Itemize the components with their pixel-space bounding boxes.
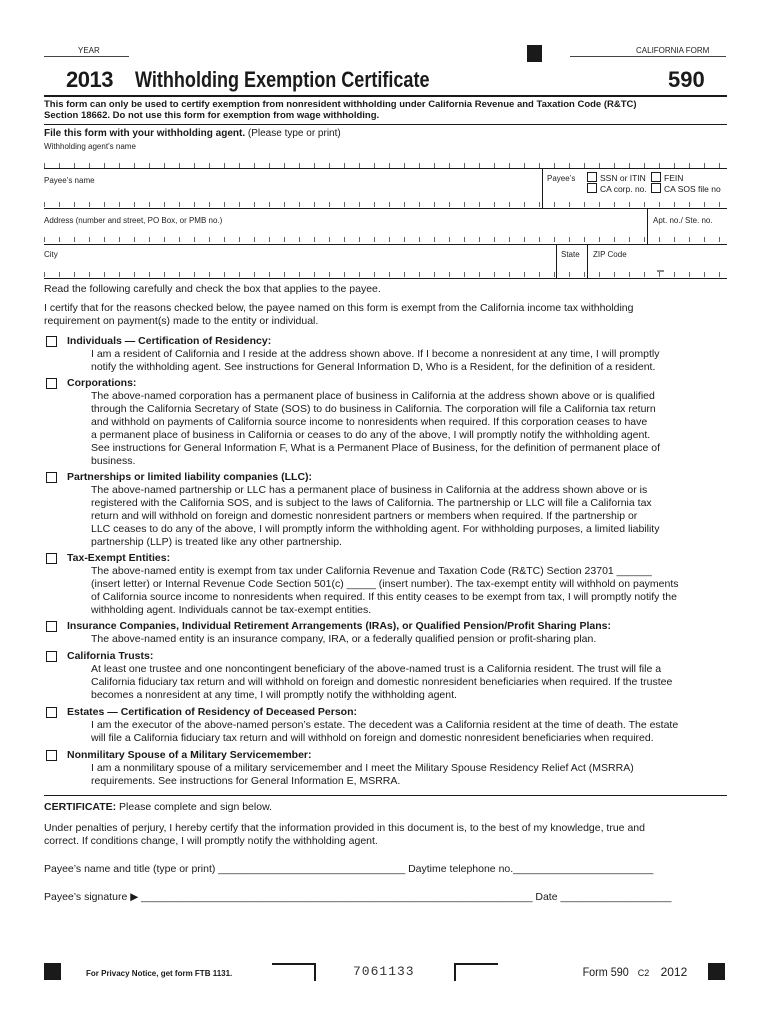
military-spouse-line: requirements. See instructions for General Information E, MSRRA. (91, 775, 401, 787)
city-input[interactable] (44, 272, 727, 277)
footer-c2: C2 (637, 968, 650, 978)
file-instruction-normal: (Please type or print) (245, 128, 341, 139)
ca-corp-option[interactable] (587, 183, 647, 195)
tax-exempt-line: of California source income to nonresidents when required. If this entity ceases to be exempt from tax, I will promptly notify the (91, 591, 677, 603)
ca-sos-label: CA SOS file no (664, 184, 721, 194)
corporations-line: business. (91, 455, 136, 467)
insurance-checkbox[interactable] (46, 621, 57, 632)
trusts-heading: California Trusts: (67, 650, 154, 662)
intro-rule (44, 124, 727, 125)
estates-checkbox[interactable] (46, 707, 57, 718)
insurance-line: The above-named entity is an insurance company, IRA, or a federally qualified pension or profit-sharing plan. (91, 633, 597, 645)
registration-mark-top (527, 45, 542, 62)
insurance-heading: Insurance Companies, Individual Retirement Arrangements (IRAs), or Qualified Pension/Profit Sharing Plans: (67, 620, 611, 632)
corporations-checkbox[interactable] (46, 378, 57, 389)
footer-form-id (580, 965, 687, 979)
zip-label: ZIP Code (593, 250, 627, 259)
trusts-line: California fiduciary tax return and will withhold on foreign and domestic nonresident beneficiaries when required. If the trustee (91, 676, 673, 688)
corporations-line: The above-named corporation has a permanent place of business in California at the address shown above or is qualified (91, 390, 655, 402)
year-label: YEAR (78, 46, 100, 55)
ca-sos-option[interactable] (651, 183, 721, 195)
form-number: 590 (668, 67, 705, 92)
payee-name-input[interactable] (44, 202, 727, 207)
corporations-line: See instructions for General Information F, What is a Permanent Place of Business, for the definition of permanent place of (91, 442, 661, 454)
corporations-line: a permanent place of business in California or ceases to do any of the above, I will promptly notify the withholding agent. (91, 429, 651, 441)
tax-exempt-line: The above-named entity is exempt from tax under California Revenue and Taxation Code (R&TC) Section 23701 ______ (91, 565, 652, 577)
partnerships-line: partnership (LLP) is treated like any other partnership. (91, 536, 342, 548)
military-spouse-checkbox[interactable] (46, 750, 57, 761)
certify-line-2: requirement on payment(s) made to the entity or individual. (44, 315, 319, 327)
fein-checkbox[interactable] (651, 172, 661, 182)
privacy-notice: For Privacy Notice, get form FTB 1131. (86, 969, 233, 978)
corporations-heading: Corporations: (67, 377, 137, 389)
corporations-line: through the California Secretary of State (SOS) to do business in California. The corporation will file a California tax return (91, 403, 656, 415)
year-underline (44, 56, 129, 57)
certificate-rule (44, 795, 727, 796)
payee-name-label: Payee’s name (44, 176, 95, 185)
payees-id-label: Payee’s (547, 174, 576, 183)
ca-corp-checkbox[interactable] (587, 183, 597, 193)
certificate-heading (44, 801, 272, 814)
perjury-line-2: correct. If conditions change, I will promptly notify the withholding agent. (44, 835, 378, 847)
individuals-line: notify the withholding agent. See instructions for General Information D, Who is a Resident, for the definition of a resident. (91, 361, 656, 373)
certificate-heading-normal: Please complete and sign below. (116, 801, 272, 813)
corporations-line: and withhold on payments of California source income to nonresidents when required. If this corporation ceases to have (91, 416, 648, 428)
partnerships-checkbox[interactable] (46, 472, 57, 483)
ca-sos-checkbox[interactable] (651, 183, 661, 193)
tax-exempt-line: withholding agent. Individuals cannot be tax-exempt entities. (91, 604, 372, 616)
form-label-underline (570, 56, 726, 57)
scan-corner-left (272, 963, 316, 981)
ca-corp-label: CA corp. no. (600, 184, 647, 194)
partnerships-line: registered with the California SOS, and is subject to the laws of California. The partnership or LLC will file a California tax (91, 497, 652, 509)
registration-mark-bottom-left (44, 963, 61, 980)
scan-corner-right (454, 963, 498, 981)
estates-line: will file a California fiduciary tax return and will withhold on foreign and domestic nonresident beneficiaries when required. (91, 732, 654, 744)
intro-line-2: Section 18662. Do not use this form for exemption from wage withholding. (44, 110, 380, 121)
tax-exempt-checkbox[interactable] (46, 553, 57, 564)
individuals-checkbox[interactable] (46, 336, 57, 347)
payee-signature-field[interactable]: Payee’s signature ▶ ___________________________________________________________________ Date ___________________ (44, 891, 672, 903)
file-instruction-bold: File this form with your withholding agent. (44, 128, 246, 139)
form-title: Withholding Exemption Certificate (135, 67, 430, 92)
trusts-checkbox[interactable] (46, 651, 57, 662)
payee-name-title-field[interactable]: Payee’s name and title (type or print) ________________________________ Daytime telephone no.________________________ (44, 863, 654, 875)
read-instruction: Read the following carefully and check the box that applies to the payee. (44, 283, 381, 295)
apt-label: Apt. no./ Ste. no. (653, 216, 713, 225)
individuals-heading: Individuals — Certification of Residency: (67, 335, 272, 347)
certify-line-1: I certify that for the reasons checked below, the payee named on this form is exempt from the California income tax withholding (44, 302, 634, 314)
city-rule (44, 278, 727, 279)
tax-exempt-line: (insert letter) or Internal Revenue Code Section 501(c) _____ (insert number). The tax-exempt entity will withhold on payments (91, 578, 679, 590)
ssn-itin-checkbox[interactable] (587, 172, 597, 182)
partnerships-line: The above-named partnership or LLC has a permanent place of business in California at the address shown above or is (91, 484, 648, 496)
perjury-line-1: Under penalties of perjury, I hereby certify that the information provided in this document is, to the best of my knowledge, true and (44, 822, 645, 834)
state-label: State (561, 250, 580, 259)
address-rule (44, 244, 727, 245)
estates-heading: Estates — Certification of Residency of Deceased Person: (67, 706, 358, 718)
military-spouse-heading: Nonmilitary Spouse of a Military Servicemember: (67, 749, 312, 761)
tax-year: 2013 (66, 67, 113, 92)
tax-exempt-heading: Tax-Exempt Entities: (67, 552, 171, 564)
registration-mark-bottom-right (708, 963, 725, 980)
individuals-line: I am a resident of California and I reside at the address shown above. If I become a nonresident at any time, I will promptly (91, 348, 660, 360)
intro-line-1: This form can only be used to certify exemption from nonresident withholding under California Revenue and Taxation Code (R&TC) (44, 99, 637, 110)
estates-line: I am the executor of the above-named person’s estate. The decedent was a California resident at the time of death. The estate (91, 719, 679, 731)
address-label: Address (number and street, PO Box, or PMB no.) (44, 216, 223, 225)
agent-name-rule (44, 168, 727, 169)
footer-form-label: Form 590 (582, 965, 629, 979)
partnerships-line: LLC ceases to do any of the above, I will promptly inform the withholding agent. For withholding purposes, a limited liability (91, 523, 660, 535)
barcode-number: 7061133 (353, 964, 415, 979)
partnerships-line: return and will withhold on foreign and domestic nonresident partners or members when required. If the partnership or (91, 510, 638, 522)
file-instruction (44, 128, 341, 139)
certificate-heading-bold: CERTIFICATE: (44, 801, 117, 813)
military-spouse-line: I am a nonmilitary spouse of a military servicemember and I meet the Military Spouse Residency Relief Act (MSRRA) (91, 762, 634, 774)
partnerships-heading: Partnerships or limited liability companies (LLC): (67, 471, 313, 483)
payee-name-rule (44, 208, 727, 209)
ssn-itin-label: SSN or ITIN (600, 173, 646, 183)
footer-year: 2012 (660, 965, 688, 979)
california-form-label: CALIFORNIA FORM (636, 46, 710, 55)
title-rule (44, 95, 727, 97)
agent-name-label: Withholding agent’s name (44, 142, 136, 151)
trusts-line: becomes a nonresident at any time, I will promptly notify the withholding agent. (91, 689, 457, 701)
address-input[interactable] (44, 237, 727, 242)
city-label: City (44, 250, 58, 259)
trusts-line: At least one trustee and one noncontingent beneficiary of the above-named trust is a California resident. The trust will file a (91, 663, 662, 675)
fein-label: FEIN (664, 173, 684, 183)
